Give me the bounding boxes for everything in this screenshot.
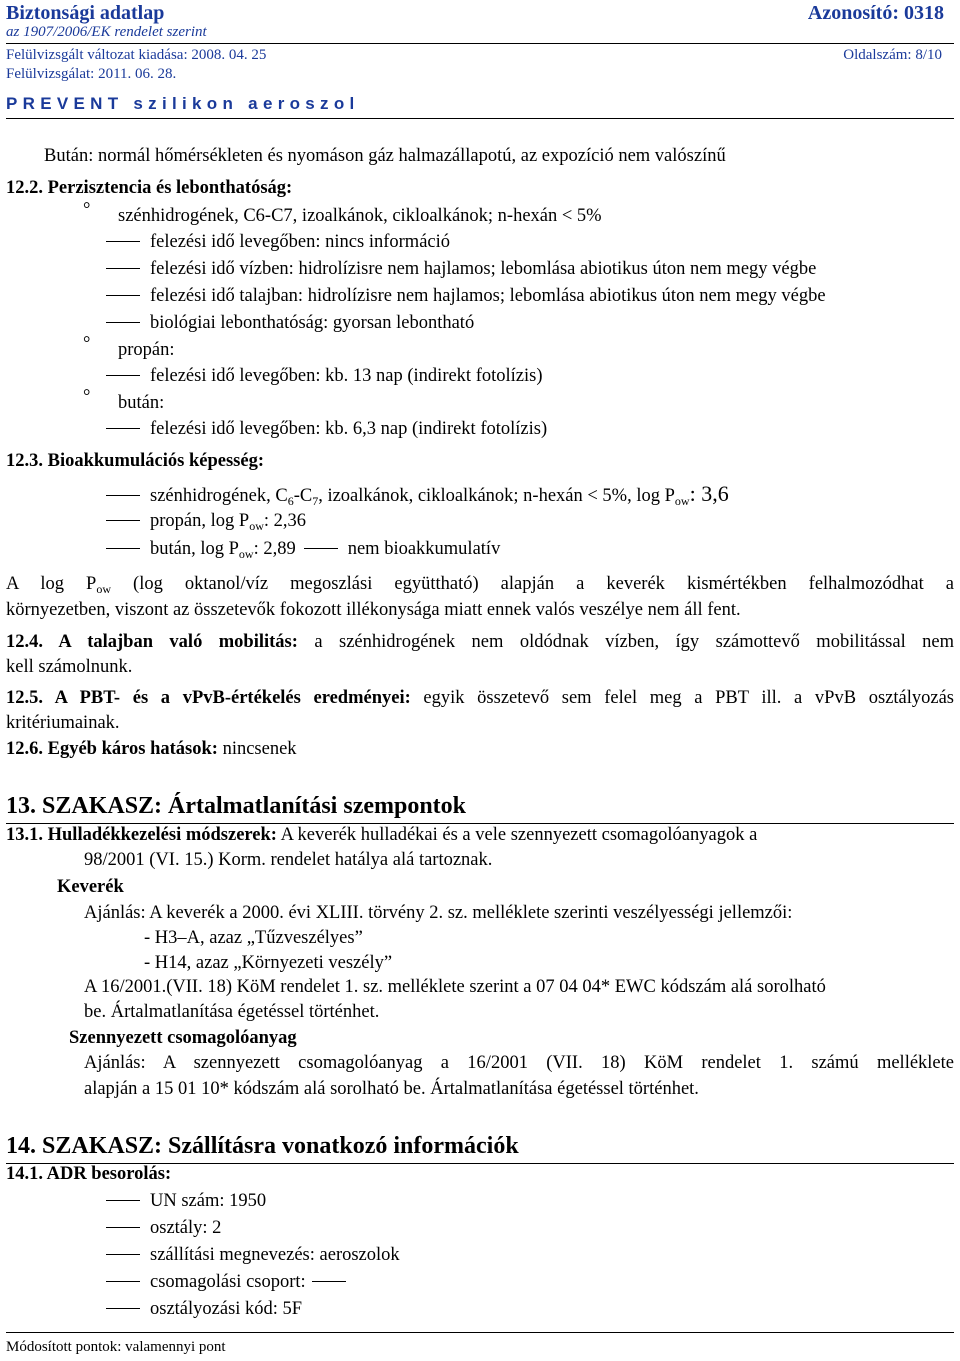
product-name: PREVENT szilikon aeroszol	[6, 94, 360, 113]
section-12-3-heading: 12.3. Bioakkumulációs képesség:	[6, 451, 265, 471]
hydrocarbons-label: szénhidrogének, C6-C7, izoalkánok, cikloalkánok; n-hexán < 5%	[118, 206, 602, 226]
revision-date: Felülvizsgálat: 2011. 06. 28.	[6, 66, 177, 82]
propane-air-halflife: felezési idő levegőben: kb. 13 nap (indirekt fotolízis)	[106, 366, 543, 387]
section-12-2-heading: 12.2. Perzisztencia és lebonthatóság:	[6, 178, 293, 198]
hc-air-halflife: felezési idő levegőben: nincs információ	[106, 232, 450, 253]
mixture-recommendation: Ajánlás: A keverék a 2000. évi XLIII. törvény 2. sz. melléklete szerinti veszélyességi jellemzői:	[84, 903, 793, 923]
hc-water-halflife: felezési idő vízben: hidrolízisre nem hajlamos; lebomlása abiotikus úton nem megy végbe	[106, 259, 816, 280]
page-number: Oldalszám: 8/10	[843, 47, 942, 63]
butane-bioaccumulation: bután, $\log P_{ow}$: 2,89 nem bioakkumulatív	[106, 539, 500, 560]
section-13-1: 13.1. Hulladékkezelési módszerek: A keverék hulladékai és a vele szennyezett csomagolóanyagok a	[6, 825, 758, 845]
ewc-line2: be. Ártalmatlanítása égetéssel történhet.	[84, 1002, 380, 1022]
section-12-4: 12.4. A talajban való mobilitás: a szénhidrogének nem oldódnak vízben, így számottevő mobilitással nem	[6, 632, 955, 652]
adr-packing-group: csomagolási csoport:	[106, 1272, 356, 1293]
header-bottom-rule	[6, 118, 954, 119]
section-14-title: 14. SZAKASZ: Szállításra vonatkozó információk	[6, 1133, 519, 1159]
ewc-line1: A 16/2001.(VII. 18) KöM rendelet 1. sz. melléklete szerint a 07 04 04* EWC kódszám alá sorolható	[84, 977, 826, 997]
hc-biodegradability: biológiai lebonthatóság: gyorsan lebontható	[106, 313, 474, 334]
propane-label: propán:	[118, 340, 175, 360]
footer-modified: Módosított pontok: valamennyi pont	[6, 1339, 226, 1355]
logpow-paragraph-line2: környezetben, viszont az összetevők fokozott illékonysága miatt ennek valós veszélye nem áll fent.	[6, 600, 741, 620]
adr-shipping-name: szállítási megnevezés: aeroszolok	[106, 1245, 400, 1266]
revision-release: Felülvizsgált változat kiadása: 2008. 04. 25	[6, 47, 267, 63]
butane-label: bután:	[118, 393, 165, 413]
section-12-5: 12.5. A PBT- és a vPvB-értékelés eredményei: egyik összetevő sem felel meg a PBT ill. a vPvB osztályozás	[6, 688, 954, 708]
bullet-degree: °	[83, 200, 91, 220]
header-rule	[6, 43, 954, 44]
hc-soil-halflife: felezési idő talajban: hidrolízisre nem hajlamos; lebomlása abiotikus úton nem megy végbe	[106, 286, 826, 307]
footer-rule	[6, 1332, 954, 1333]
section-12-4-cont: kell számolnunk.	[6, 657, 133, 677]
propane-bioaccumulation: propán, $\log P_{ow}$: 2,36	[106, 511, 306, 532]
section-13-title: 13. SZAKASZ: Ártalmatlanítási szempontok	[6, 793, 467, 819]
mixture-heading: Keverék	[57, 877, 124, 897]
adr-classification-code: osztályozási kód: 5F	[106, 1299, 302, 1320]
butane-note: Bután: normál hőmérsékleten és nyomáson gáz halmazállapotú, az expozíció nem valószínű	[44, 146, 726, 166]
logpow-paragraph-line1: A $\log P_{ow}$ (log oktanol/víz megoszlási együttható) alapján a keverék kismértékben felhalmozódhat a	[6, 574, 954, 596]
section-12-6: 12.6. Egyéb káros hatások: nincsenek	[6, 739, 297, 759]
hazard-h14: - H14, azaz „Környezeti veszély”	[144, 953, 393, 973]
hazard-h3: - H3–A, azaz „Tűzveszélyes”	[144, 928, 363, 948]
packaging-line1: Ajánlás: A szennyezett csomagolóanyag a 16/2001 (VII. 18) KöM rendelet 1. számú melléklete	[84, 1053, 954, 1073]
section-14-1-heading: 14.1. ADR besorolás:	[6, 1164, 172, 1184]
section-13-rule	[6, 823, 954, 824]
hc-bioaccumulation: szénhidrogének, $C_6-C_7$, izoalkánok, cikloalkánok; n-hexán < 5%, $\log P_{ow}$: 3,6	[106, 481, 729, 507]
document-identifier: Azonosító: 0318	[807, 2, 944, 24]
adr-class: osztály: 2	[106, 1218, 221, 1239]
section-12-5-cont: kritériumainak.	[6, 713, 120, 733]
packaging-line2: alapján a 15 01 10* kódszám alá sorolható be. Ártalmatlanítása égetéssel történhet.	[84, 1079, 699, 1099]
butane-air-halflife: felezési idő levegőben: kb. 6,3 nap (indirekt fotolízis)	[106, 419, 547, 440]
section-13-1-cont: 98/2001 (VI. 15.) Korm. rendelet hatálya alá tartoznak.	[84, 850, 493, 870]
adr-un-number: UN szám: 1950	[106, 1191, 266, 1212]
document-title: Biztonsági adatlap	[6, 2, 165, 24]
packaging-heading: Szennyezett csomagolóanyag	[69, 1028, 297, 1048]
bullet-degree: °	[83, 387, 91, 407]
bullet-degree: °	[83, 334, 91, 354]
regulation-reference: az 1907/2006/EK rendelet szerint	[6, 24, 207, 40]
